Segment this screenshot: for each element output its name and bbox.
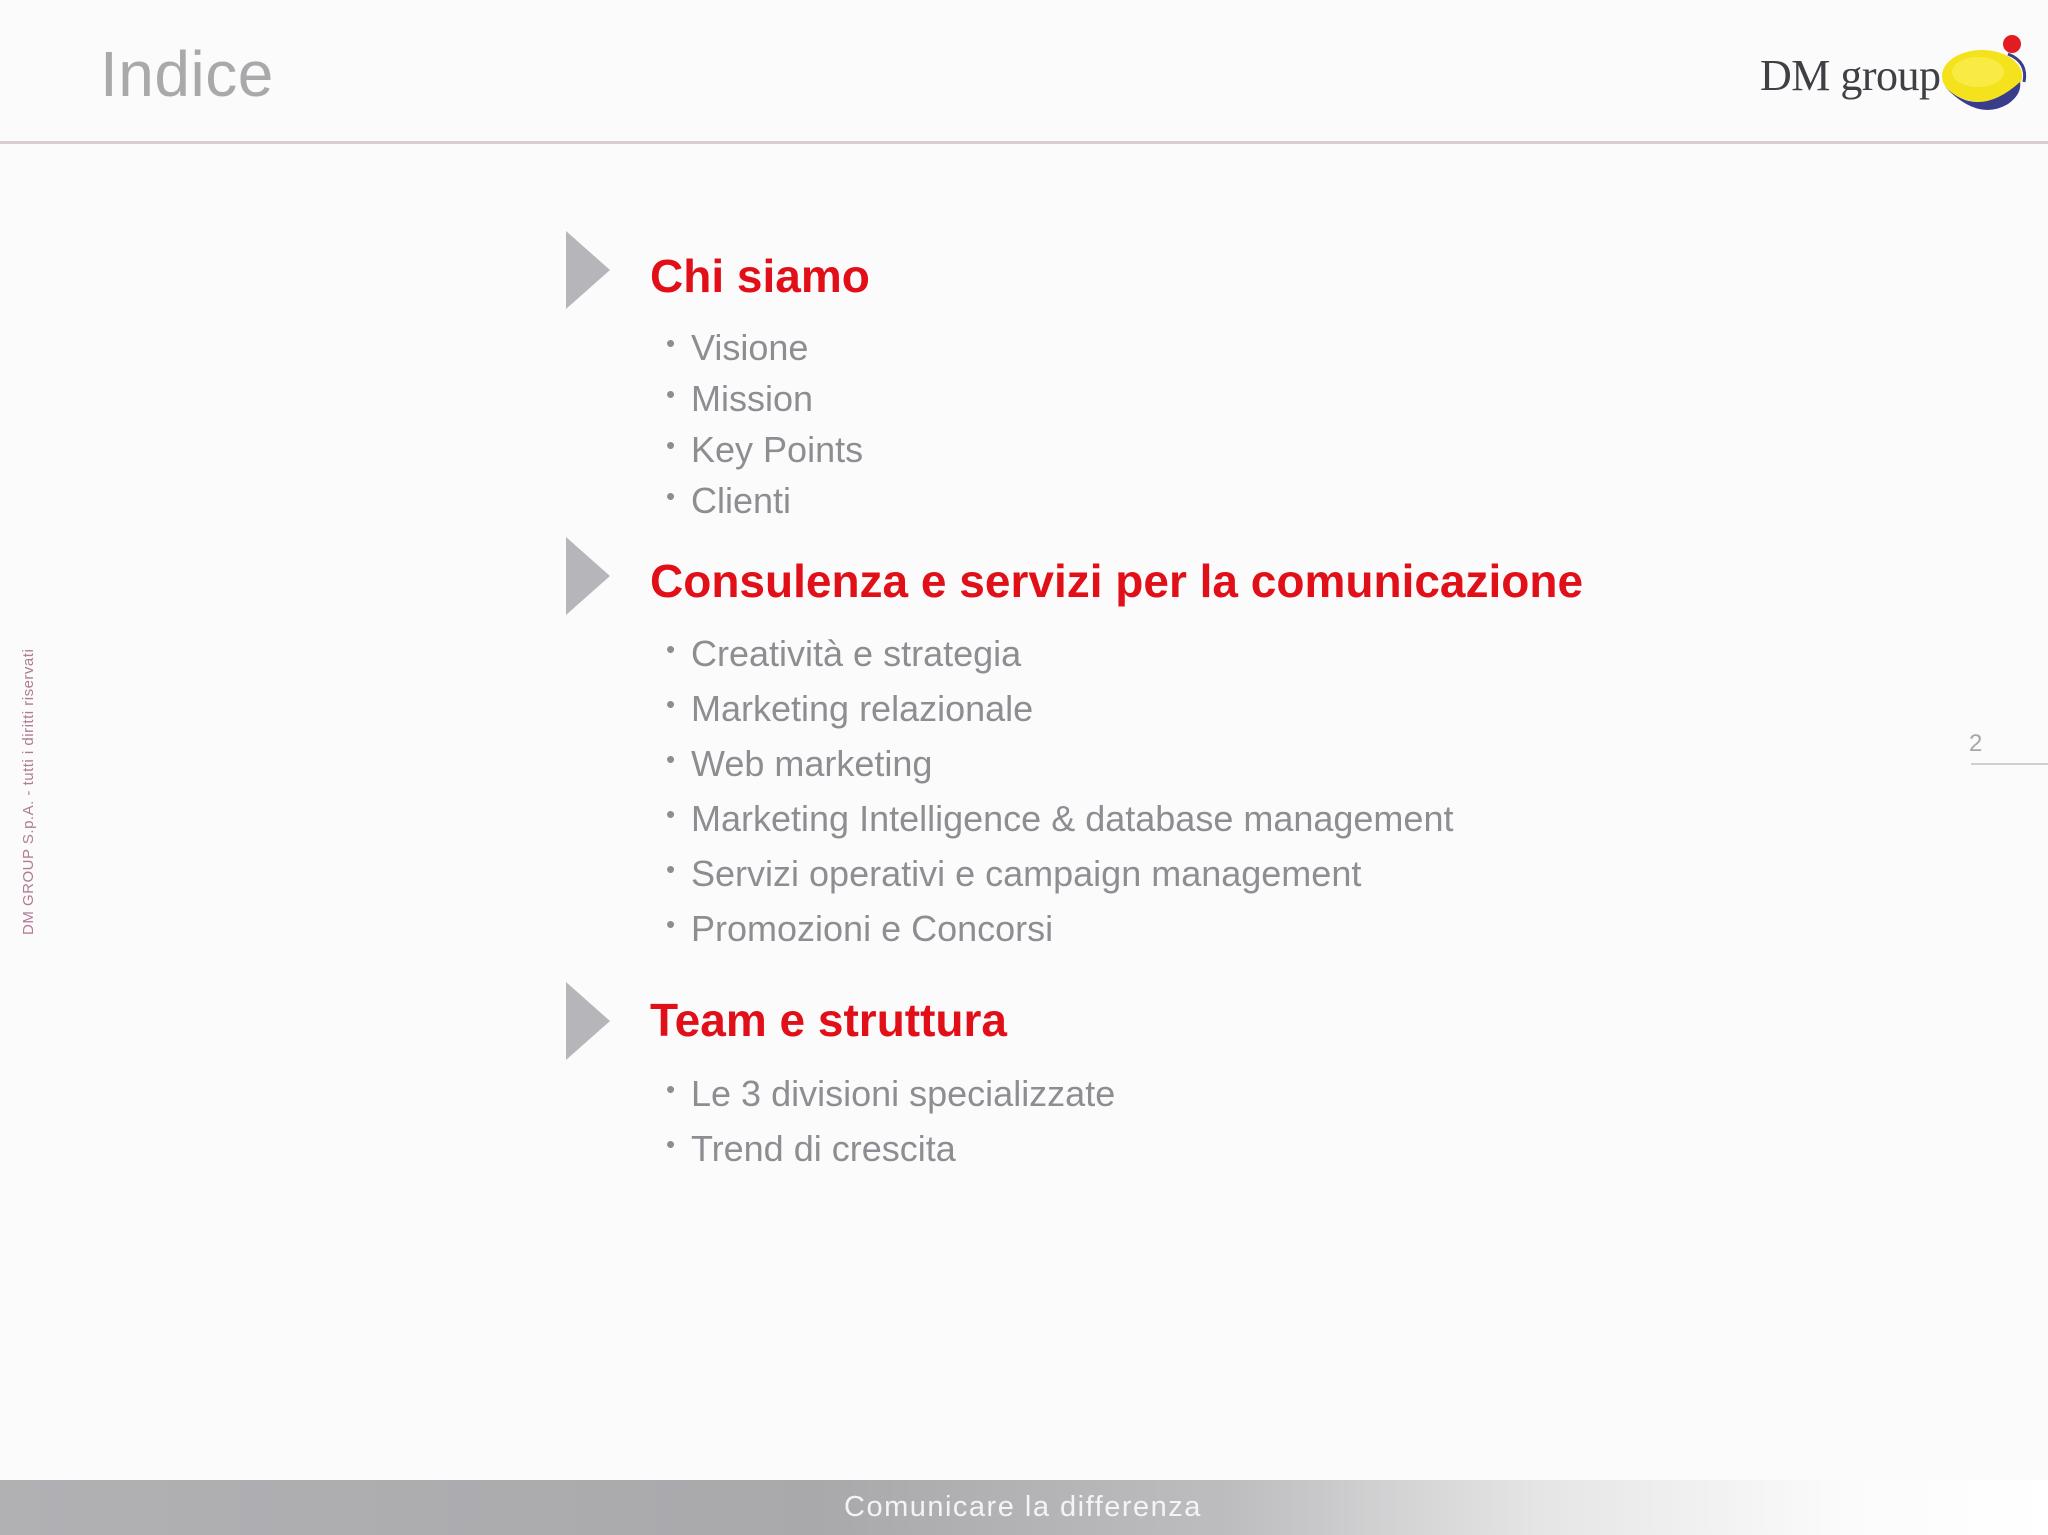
section-heading: Team e struttura — [650, 994, 1008, 1046]
list-item-label: Le 3 divisioni specializzate — [691, 1073, 1116, 1114]
list-item-label: Promozioni e Concorsi — [691, 908, 1054, 949]
bullet-icon: • — [666, 328, 676, 358]
list-item-label: Clienti — [691, 480, 792, 521]
list-item — [666, 378, 838, 432]
list-item-label: Marketing relazionale — [691, 688, 1034, 729]
list-item — [666, 853, 1428, 911]
list-item-label: Creatività e strategia — [691, 633, 1022, 674]
bullet-icon: • — [666, 379, 676, 409]
list-item — [666, 1128, 1090, 1186]
list-item — [666, 480, 838, 534]
bullet-icon: • — [666, 1074, 676, 1104]
section-heading: Consulenza e servizi per la comunicazione — [650, 555, 1584, 607]
bullet-icon: • — [666, 799, 676, 829]
company-logo — [1760, 34, 2030, 114]
section-heading: Chi siamo — [650, 250, 870, 302]
logo-text: DM group — [1760, 51, 1941, 100]
list-item — [666, 429, 864, 483]
section-arrow-icon — [566, 231, 610, 309]
header-divider — [0, 141, 2048, 144]
dm-group-logo-icon — [1938, 34, 2030, 114]
list-item-label: Visione — [691, 327, 809, 368]
section-arrow-icon — [566, 537, 610, 615]
list-item — [666, 327, 838, 381]
copyright-caption: DM GROUP S.p.A. - tutti i diritti riservati — [20, 648, 37, 935]
list-item — [666, 743, 1428, 801]
list-item — [666, 908, 1428, 966]
list-item-label: Key Points — [691, 429, 864, 470]
bullet-icon: • — [666, 1129, 676, 1159]
list-item — [666, 688, 1428, 746]
list-item-label: Trend di crescita — [691, 1128, 956, 1169]
bullet-icon: • — [666, 744, 676, 774]
bullet-list — [666, 327, 864, 534]
list-item-label: Mission — [691, 378, 814, 419]
list-item — [666, 633, 1428, 691]
bullet-icon: • — [666, 689, 676, 719]
page-number: 2 — [1969, 730, 1983, 757]
bullet-icon: • — [666, 909, 676, 939]
list-item-label: Marketing Intelligence & database management — [691, 798, 1454, 839]
bullet-list — [666, 633, 1454, 966]
bullet-icon: • — [666, 634, 676, 664]
footer-tagline: Comunicare la differenza — [844, 1491, 1202, 1523]
list-item-label: Web marketing — [691, 743, 933, 784]
list-item-label: Servizi operativi e campaign management — [691, 853, 1362, 894]
bullet-icon: • — [666, 854, 676, 884]
page-number-divider — [1971, 763, 2048, 765]
list-item — [666, 1073, 1116, 1131]
section-arrow-icon — [566, 982, 610, 1060]
bullet-icon: • — [666, 481, 676, 511]
slide-title: Indice — [100, 38, 274, 110]
bullet-list — [666, 1073, 1116, 1186]
list-item — [666, 798, 1454, 856]
bullet-icon: • — [666, 430, 676, 460]
